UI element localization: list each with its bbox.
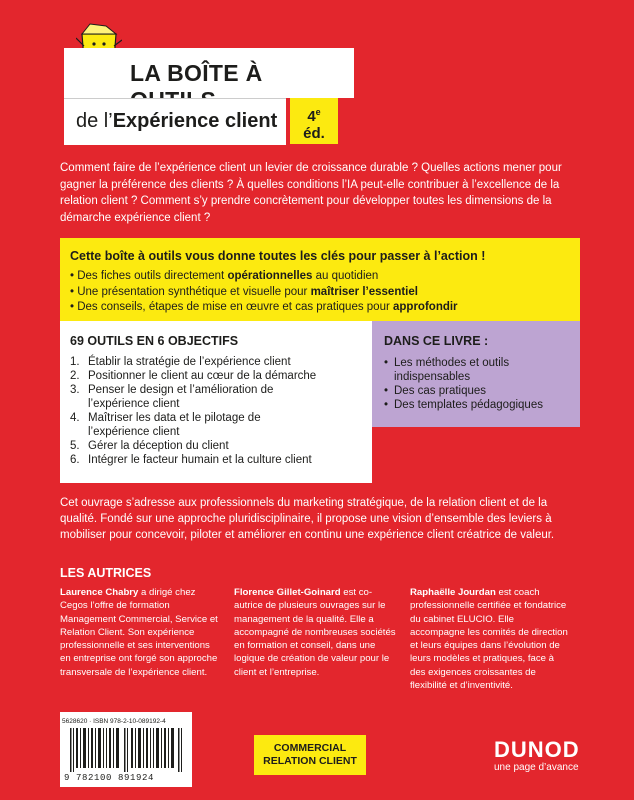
barcode [60, 712, 192, 787]
highlights-heading: Cette boîte à outils vous donne toutes les clés pour passer à l’action ! [70, 249, 486, 263]
objective-item: 5. Gérer la déception du client [70, 440, 229, 452]
inside-item: • Des cas pratiques [384, 385, 487, 397]
publisher-logo: DUNOD [494, 737, 580, 762]
objective-item: 6. Intégrer le facteur humain et la culture client [70, 454, 312, 466]
isbn-text: 5628620 · ISBN 978-2-10-089192-4 [62, 718, 166, 725]
author-bio: Laurence Chabry a dirigé chez Cegos l’offre de formation Management Commercial, Service et Relation Client. Son expérience professionnelle et ses interventions en entreprise ont forgé son approche transversale de l’expérience client. [60, 587, 218, 678]
inside-item: • Les méthodes et outils indispensables [384, 357, 510, 383]
audience-text: Cet ouvrage s’adresse aux professionnels du marketing stratégique, de la relation client et de la qualité. Fondé sur une approche pluridisciplinaire, il propose une vision d’ensemble des leviers à mobiliser pour concevoir, piloter et améliorer en continu une expérience client créatrice de valeur. [60, 497, 555, 541]
subtitle: de l’Expérience client [76, 110, 278, 132]
inside-box [372, 321, 580, 427]
objective-item: 4. Maîtriser les data et le pilotage de l’expérience client [70, 412, 261, 438]
author-bio: Florence Gillet-Goinard est co-autrice de plusieurs ouvrages sur le management de la qualité. Elle a accompagné de nombreuses sociétés en formation et conseil, dans une logique de création de valeur pour le client et l’entreprise. [234, 587, 396, 678]
author-bio: Raphaëlle Jourdan est coach professionnelle certifiée et fondatrice du cabinet ELUCIO. Elle accompagne les comités de direction et leurs équipes dans l’évolution de leurs modèles et pratiques, face à des exigences croissantes de flexibilité et d’inventivité. [410, 587, 568, 692]
inside-item: • Des templates pédagogiques [384, 399, 543, 411]
intro-text: Comment faire de l’expérience client un levier de croissance durable ? Quelles actions mener pour gagner la préférence des clients ? À quelles conditions l’IA peut-elle contribuer à l’excellence de la relation client ? Comment s’y prendre concrètement pour développer toutes les dimensions de la démarche expérience client ? [60, 162, 562, 224]
objective-item: 1. Établir la stratégie de l’expérience client [70, 356, 291, 368]
highlight-item: • Des fiches outils directement opérationnelles au quotidien [70, 269, 458, 285]
objectives-heading: 69 OUTILS EN 6 OBJECTIFS [70, 334, 239, 348]
highlight-item: • Des conseils, étapes de mise en œuvre et cas pratiques pour approfondir [70, 300, 458, 316]
title-line-2 [64, 98, 286, 145]
highlights-box [60, 238, 580, 321]
highlight-item: • Une présentation synthétique et visuelle pour maîtriser l’essentiel [70, 285, 458, 301]
title-main: LA BOÎTE À [130, 60, 263, 86]
edition-badge: 4e éd. [290, 98, 338, 144]
objectives-box [60, 321, 372, 483]
objective-item: 3. Penser le design et l’amélioration de l’expérience client [70, 384, 274, 410]
title-line-1 [64, 48, 354, 98]
category-badge: COMMERCIAL RELATION CLIENT [254, 735, 366, 775]
barcode-digits: 9 782100 891924 [64, 773, 155, 783]
publisher-tagline: une page d’avance [494, 762, 579, 773]
barcode-icon [70, 728, 184, 772]
authors-heading: LES AUTRICES [60, 566, 152, 580]
objective-item: 2. Positionner le client au cœur de la démarche [70, 370, 317, 382]
inside-heading: DANS CE LIVRE : [384, 334, 489, 348]
